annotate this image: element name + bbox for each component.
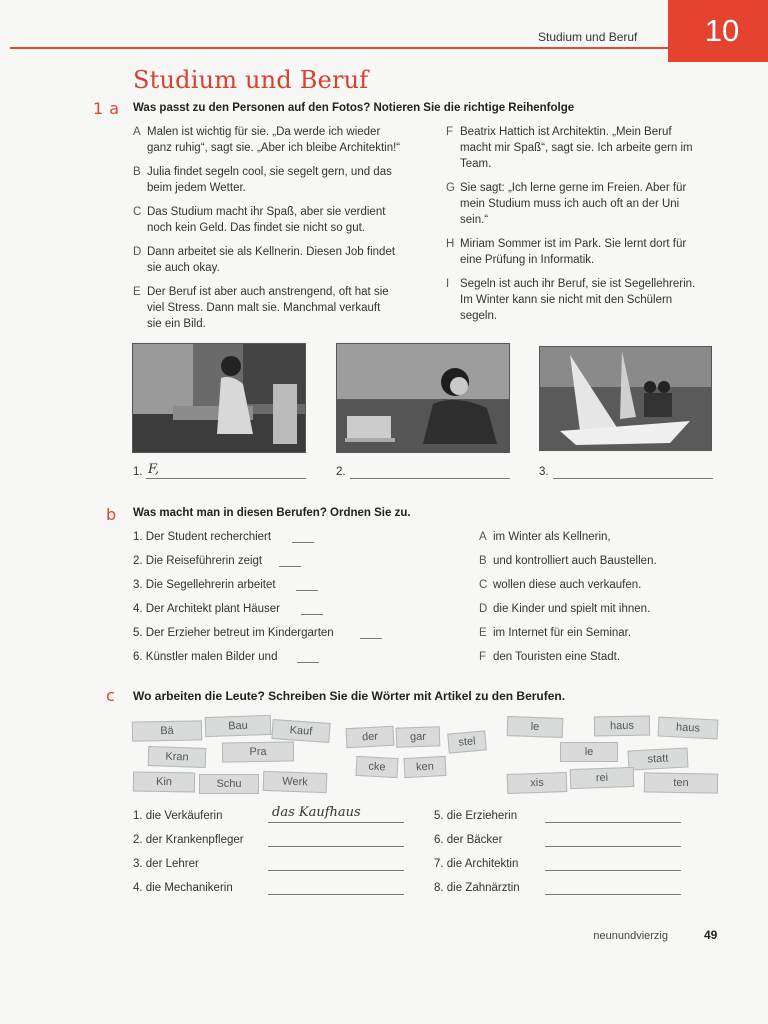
- syllable-tile[interactable]: Kin: [133, 771, 195, 792]
- running-title: Studium und Beruf: [538, 30, 638, 44]
- syllable-tile[interactable]: le: [560, 742, 618, 762]
- header-rule: [10, 47, 680, 49]
- text-item-g: G Sie sagt: „Ich lerne gerne im Freien. Aber für mein Studium muss ich auch oft an der Uni sein.“: [446, 182, 687, 226]
- photo-student-park: [336, 343, 510, 453]
- syllable-tile[interactable]: haus: [594, 716, 650, 737]
- match-right-d: D die Kinder und spielt mit ihnen.: [479, 603, 651, 615]
- chapter-number: 10: [704, 13, 740, 48]
- syllable-tile[interactable]: ken: [404, 756, 447, 778]
- syllable-tile[interactable]: Kran: [148, 746, 207, 768]
- syllable-tile[interactable]: cke: [356, 756, 399, 778]
- profession-1: 1. die Verkäuferin: [133, 810, 223, 822]
- exercise-1c-instruction: Wo arbeiten die Leute? Schreiben Sie die Wörter mit Artikel zu den Berufen.: [133, 689, 566, 703]
- photo-answer-3-line[interactable]: [553, 478, 713, 479]
- photo-answer-3-number: 3.: [539, 466, 549, 478]
- text-item-e: E Der Beruf ist aber auch anstrengend, oft hat sie viel Stress. Dann malt sie. Manchmal verkauft sie ein Bild.: [133, 286, 389, 330]
- exercise-1b-instruction: Was macht man in diesen Berufen? Ordnen Sie zu.: [133, 507, 411, 519]
- profession-3-line[interactable]: [268, 870, 404, 871]
- exercise-letter-b: b: [106, 505, 117, 524]
- syllable-tile[interactable]: Werk: [263, 771, 328, 793]
- match-left-5: 5. Der Erzieher betreut im Kindergarten: [133, 627, 334, 639]
- text-item-i: I Segeln ist auch ihr Beruf, sie ist Segellehrerin. Im Winter kann sie nicht mit den Schülern segeln.: [446, 278, 696, 322]
- photo-sailing: [539, 346, 712, 451]
- match-left-6: 6. Künstler malen Bilder und: [133, 651, 278, 663]
- syllable-tile[interactable]: Kauf: [271, 719, 330, 743]
- photo-artist: [132, 343, 306, 453]
- profession-3: 3. der Lehrer: [133, 858, 199, 870]
- match-right-c: C wollen diese auch verkaufen.: [479, 579, 642, 591]
- match-left-6-blank[interactable]: [297, 662, 319, 663]
- syllable-tile[interactable]: haus: [658, 716, 719, 739]
- match-left-3-blank[interactable]: [296, 590, 318, 591]
- exercise-letter-c: c: [106, 686, 115, 705]
- chapter-tab: [668, 0, 768, 62]
- page-number: 49: [704, 928, 718, 942]
- exercise-1a-instruction: Was passt zu den Personen auf den Fotos? Notieren Sie die richtige Reihenfolge: [133, 102, 575, 114]
- syllable-tile[interactable]: Schu: [199, 774, 259, 794]
- match-right-a: A im Winter als Kellnerin,: [479, 531, 611, 543]
- match-left-4: 4. Der Architekt plant Häuser: [133, 603, 281, 615]
- text-item-c: C Das Studium macht ihr Spaß, aber sie verdient noch kein Geld. Das findet sie nicht so gut.: [133, 206, 386, 234]
- syllable-tile[interactable]: stel: [447, 730, 487, 753]
- page-title: Studium und Beruf: [133, 66, 369, 94]
- page-number-word: neunundvierzig: [593, 930, 668, 942]
- profession-1-line[interactable]: [268, 822, 404, 823]
- syllable-tile[interactable]: statt: [628, 747, 689, 770]
- profession-7: 7. die Architektin: [434, 858, 519, 870]
- syllable-tile[interactable]: gar: [396, 726, 441, 748]
- syllable-tile[interactable]: der: [346, 726, 395, 748]
- match-right-e: E im Internet für ein Seminar.: [479, 627, 632, 639]
- match-right-f: F den Touristen eine Stadt.: [479, 651, 621, 663]
- match-left-2: 2. Die Reiseführerin zeigt: [133, 555, 263, 567]
- exercise-number: 1 a: [93, 99, 119, 118]
- profession-8-line[interactable]: [545, 894, 681, 895]
- match-right-b: B und kontrolliert auch Baustellen.: [479, 555, 657, 567]
- profession-7-line[interactable]: [545, 870, 681, 871]
- syllable-tile[interactable]: ten: [644, 772, 718, 793]
- photo-answer-1-line[interactable]: [146, 478, 306, 479]
- match-left-1-blank[interactable]: [292, 542, 314, 543]
- syllable-tile[interactable]: Pra: [222, 741, 294, 762]
- photo-answer-1-number: 1.: [133, 466, 143, 478]
- text-item-a: A Malen ist wichtig für sie. „Da werde ich wieder ganz ruhig“, sagt sie. „Aber ich bleibe Architektin!“: [133, 126, 401, 154]
- syllable-tile[interactable]: rei: [570, 767, 635, 789]
- text-item-d: D Dann arbeitet sie als Kellnerin. Diesen Job findet sie auch okay.: [133, 246, 396, 274]
- profession-4-line[interactable]: [268, 894, 404, 895]
- photo-answer-1-text: F,: [148, 462, 160, 477]
- profession-4: 4. die Mechanikerin: [133, 882, 233, 894]
- syllable-tile[interactable]: le: [507, 716, 564, 738]
- profession-6: 6. der Bäcker: [434, 834, 503, 846]
- match-left-1: 1. Der Student recherchiert: [133, 531, 272, 543]
- syllable-tile[interactable]: xis: [507, 772, 568, 794]
- syllable-tile[interactable]: Bau: [205, 715, 272, 737]
- match-left-2-blank[interactable]: [279, 566, 301, 567]
- profession-5: 5. die Erzieherin: [434, 810, 518, 822]
- profession-5-line[interactable]: [545, 822, 681, 823]
- match-left-3: 3. Die Segellehrerin arbeitet: [133, 579, 276, 591]
- profession-2-line[interactable]: [268, 846, 404, 847]
- photo-answer-2-number: 2.: [336, 466, 346, 478]
- text-item-f: F Beatrix Hattich ist Architektin. „Mein Beruf macht mir Spaß“, sagt sie. Ich arbeite gern im Team.: [446, 126, 693, 170]
- match-left-4-blank[interactable]: [301, 614, 323, 615]
- syllable-tile[interactable]: Bä: [132, 720, 202, 741]
- profession-2: 2. der Krankenpfleger: [133, 834, 244, 846]
- profession-8: 8. die Zahnärztin: [434, 882, 520, 894]
- profession-6-line[interactable]: [545, 846, 681, 847]
- match-left-5-blank[interactable]: [360, 638, 382, 639]
- text-item-h: H Miriam Sommer ist im Park. Sie lernt dort für eine Prüfung in Informatik.: [446, 238, 687, 266]
- text-item-b: B Julia findet segeln cool, sie segelt gern, und das beim jedem Wetter.: [133, 166, 392, 194]
- profession-1-answer: das Kaufhaus: [272, 805, 361, 820]
- photo-answer-2-line[interactable]: [350, 478, 510, 479]
